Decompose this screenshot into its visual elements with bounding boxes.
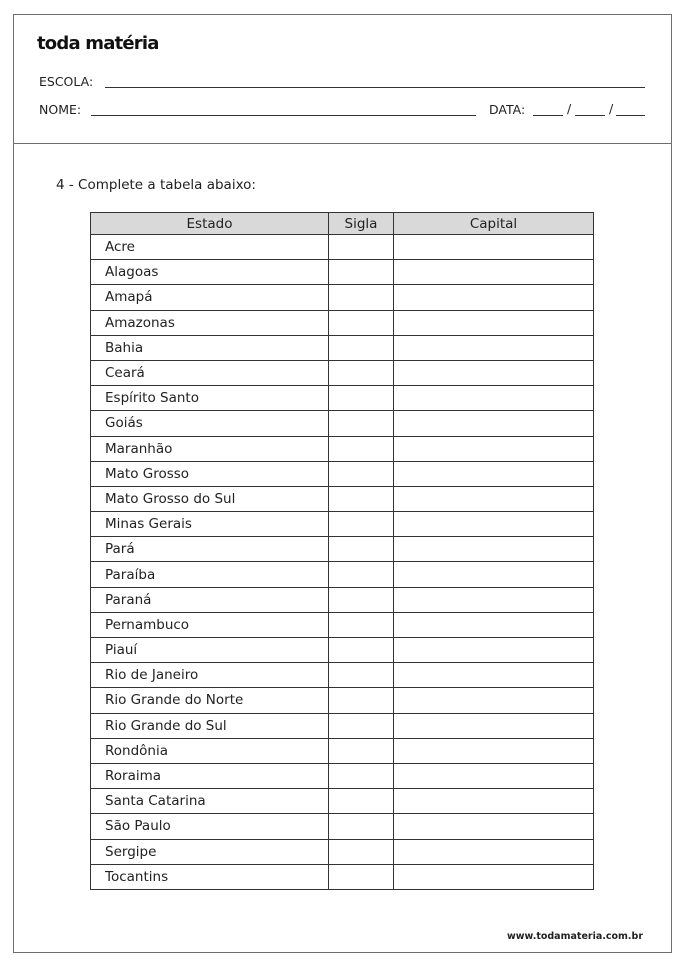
capital-answer-cell[interactable] xyxy=(394,360,594,385)
state-name-cell: Pará xyxy=(91,537,329,562)
table-row xyxy=(91,310,594,335)
sigla-answer-cell[interactable] xyxy=(329,335,394,360)
sigla-answer-cell[interactable] xyxy=(329,587,394,612)
sigla-answer-cell[interactable] xyxy=(329,763,394,788)
sigla-answer-cell[interactable] xyxy=(329,260,394,285)
capital-answer-cell[interactable] xyxy=(394,562,594,587)
sigla-answer-cell[interactable] xyxy=(329,235,394,260)
table-row xyxy=(91,789,594,814)
sigla-answer-cell[interactable] xyxy=(329,814,394,839)
table-row xyxy=(91,512,594,537)
sigla-answer-cell[interactable] xyxy=(329,663,394,688)
table-row xyxy=(91,235,594,260)
capital-answer-cell[interactable] xyxy=(394,864,594,889)
capital-answer-cell[interactable] xyxy=(394,411,594,436)
capital-answer-cell[interactable] xyxy=(394,486,594,511)
capital-answer-cell[interactable] xyxy=(394,285,594,310)
header-divider xyxy=(13,143,672,144)
capital-answer-cell[interactable] xyxy=(394,461,594,486)
table-row xyxy=(91,562,594,587)
table-row xyxy=(91,587,594,612)
sigla-answer-cell[interactable] xyxy=(329,839,394,864)
capital-answer-cell[interactable] xyxy=(394,612,594,637)
state-name-cell: Acre xyxy=(91,235,329,260)
column-header-capital: Capital xyxy=(394,213,594,235)
sigla-answer-cell[interactable] xyxy=(329,738,394,763)
sigla-answer-cell[interactable] xyxy=(329,864,394,889)
capital-answer-cell[interactable] xyxy=(394,738,594,763)
question-text: 4 - Complete a tabela abaixo: xyxy=(56,177,256,193)
state-name-cell: Paraná xyxy=(91,587,329,612)
capital-answer-cell[interactable] xyxy=(394,436,594,461)
sigla-answer-cell[interactable] xyxy=(329,537,394,562)
table-row xyxy=(91,864,594,889)
table-row xyxy=(91,738,594,763)
capital-answer-cell[interactable] xyxy=(394,713,594,738)
sigla-answer-cell[interactable] xyxy=(329,713,394,738)
state-name-cell: Mato Grosso xyxy=(91,461,329,486)
column-header-estado: Estado xyxy=(91,213,329,235)
date-year-field[interactable] xyxy=(616,115,645,116)
state-name-cell: Rio Grande do Norte xyxy=(91,688,329,713)
capital-answer-cell[interactable] xyxy=(394,587,594,612)
state-name-cell: Bahia xyxy=(91,335,329,360)
state-name-cell: Amazonas xyxy=(91,310,329,335)
sigla-answer-cell[interactable] xyxy=(329,486,394,511)
table-row xyxy=(91,386,594,411)
date-label: DATA: xyxy=(489,102,526,117)
table-row xyxy=(91,763,594,788)
capital-answer-cell[interactable] xyxy=(394,386,594,411)
date-separator: / xyxy=(609,101,614,116)
table-row xyxy=(91,285,594,310)
state-name-cell: Rondônia xyxy=(91,738,329,763)
table-row xyxy=(91,814,594,839)
capital-answer-cell[interactable] xyxy=(394,688,594,713)
capital-answer-cell[interactable] xyxy=(394,638,594,663)
table-row xyxy=(91,688,594,713)
state-name-cell: Goiás xyxy=(91,411,329,436)
date-month-field[interactable] xyxy=(575,115,605,116)
sigla-answer-cell[interactable] xyxy=(329,360,394,385)
table-row xyxy=(91,638,594,663)
date-day-field[interactable] xyxy=(533,115,563,116)
state-name-cell: Tocantins xyxy=(91,864,329,889)
table-header-row xyxy=(91,213,594,235)
school-field[interactable] xyxy=(105,87,645,88)
sigla-answer-cell[interactable] xyxy=(329,436,394,461)
state-name-cell: Pernambuco xyxy=(91,612,329,637)
table-row xyxy=(91,360,594,385)
table-row xyxy=(91,461,594,486)
capital-answer-cell[interactable] xyxy=(394,512,594,537)
sigla-answer-cell[interactable] xyxy=(329,285,394,310)
capital-answer-cell[interactable] xyxy=(394,537,594,562)
table-row xyxy=(91,411,594,436)
state-name-cell: Paraíba xyxy=(91,562,329,587)
column-header-sigla: Sigla xyxy=(329,213,394,235)
sigla-answer-cell[interactable] xyxy=(329,612,394,637)
state-name-cell: Rio Grande do Sul xyxy=(91,713,329,738)
capital-answer-cell[interactable] xyxy=(394,789,594,814)
capital-answer-cell[interactable] xyxy=(394,814,594,839)
table-row xyxy=(91,537,594,562)
state-name-cell: Roraima xyxy=(91,763,329,788)
states-table xyxy=(90,212,594,890)
state-name-cell: Ceará xyxy=(91,360,329,385)
name-label: NOME: xyxy=(39,102,82,117)
table-row xyxy=(91,839,594,864)
state-name-cell: Sergipe xyxy=(91,839,329,864)
school-label: ESCOLA: xyxy=(39,74,94,89)
sigla-answer-cell[interactable] xyxy=(329,386,394,411)
table-row xyxy=(91,612,594,637)
sigla-answer-cell[interactable] xyxy=(329,688,394,713)
sigla-answer-cell[interactable] xyxy=(329,310,394,335)
state-name-cell: Espírito Santo xyxy=(91,386,329,411)
table-row xyxy=(91,486,594,511)
state-name-cell: Rio de Janeiro xyxy=(91,663,329,688)
sigla-answer-cell[interactable] xyxy=(329,789,394,814)
capital-answer-cell[interactable] xyxy=(394,763,594,788)
capital-answer-cell[interactable] xyxy=(394,260,594,285)
name-field[interactable] xyxy=(91,115,476,116)
capital-answer-cell[interactable] xyxy=(394,235,594,260)
logo: toda matéria xyxy=(37,33,159,54)
sigla-answer-cell[interactable] xyxy=(329,638,394,663)
table-row xyxy=(91,260,594,285)
table-row xyxy=(91,713,594,738)
state-name-cell: Santa Catarina xyxy=(91,789,329,814)
sigla-answer-cell[interactable] xyxy=(329,512,394,537)
capital-answer-cell[interactable] xyxy=(394,663,594,688)
state-name-cell: Alagoas xyxy=(91,260,329,285)
footer-url: www.todamateria.com.br xyxy=(506,931,643,942)
capital-answer-cell[interactable] xyxy=(394,335,594,360)
state-name-cell: Minas Gerais xyxy=(91,512,329,537)
table-row xyxy=(91,663,594,688)
date-separator: / xyxy=(567,101,572,116)
state-name-cell: Mato Grosso do Sul xyxy=(91,486,329,511)
state-name-cell: Piauí xyxy=(91,638,329,663)
capital-answer-cell[interactable] xyxy=(394,839,594,864)
sigla-answer-cell[interactable] xyxy=(329,461,394,486)
sigla-answer-cell[interactable] xyxy=(329,562,394,587)
table-row xyxy=(91,436,594,461)
state-name-cell: Maranhão xyxy=(91,436,329,461)
capital-answer-cell[interactable] xyxy=(394,310,594,335)
table-row xyxy=(91,335,594,360)
sigla-answer-cell[interactable] xyxy=(329,411,394,436)
state-name-cell: São Paulo xyxy=(91,814,329,839)
state-name-cell: Amapá xyxy=(91,285,329,310)
